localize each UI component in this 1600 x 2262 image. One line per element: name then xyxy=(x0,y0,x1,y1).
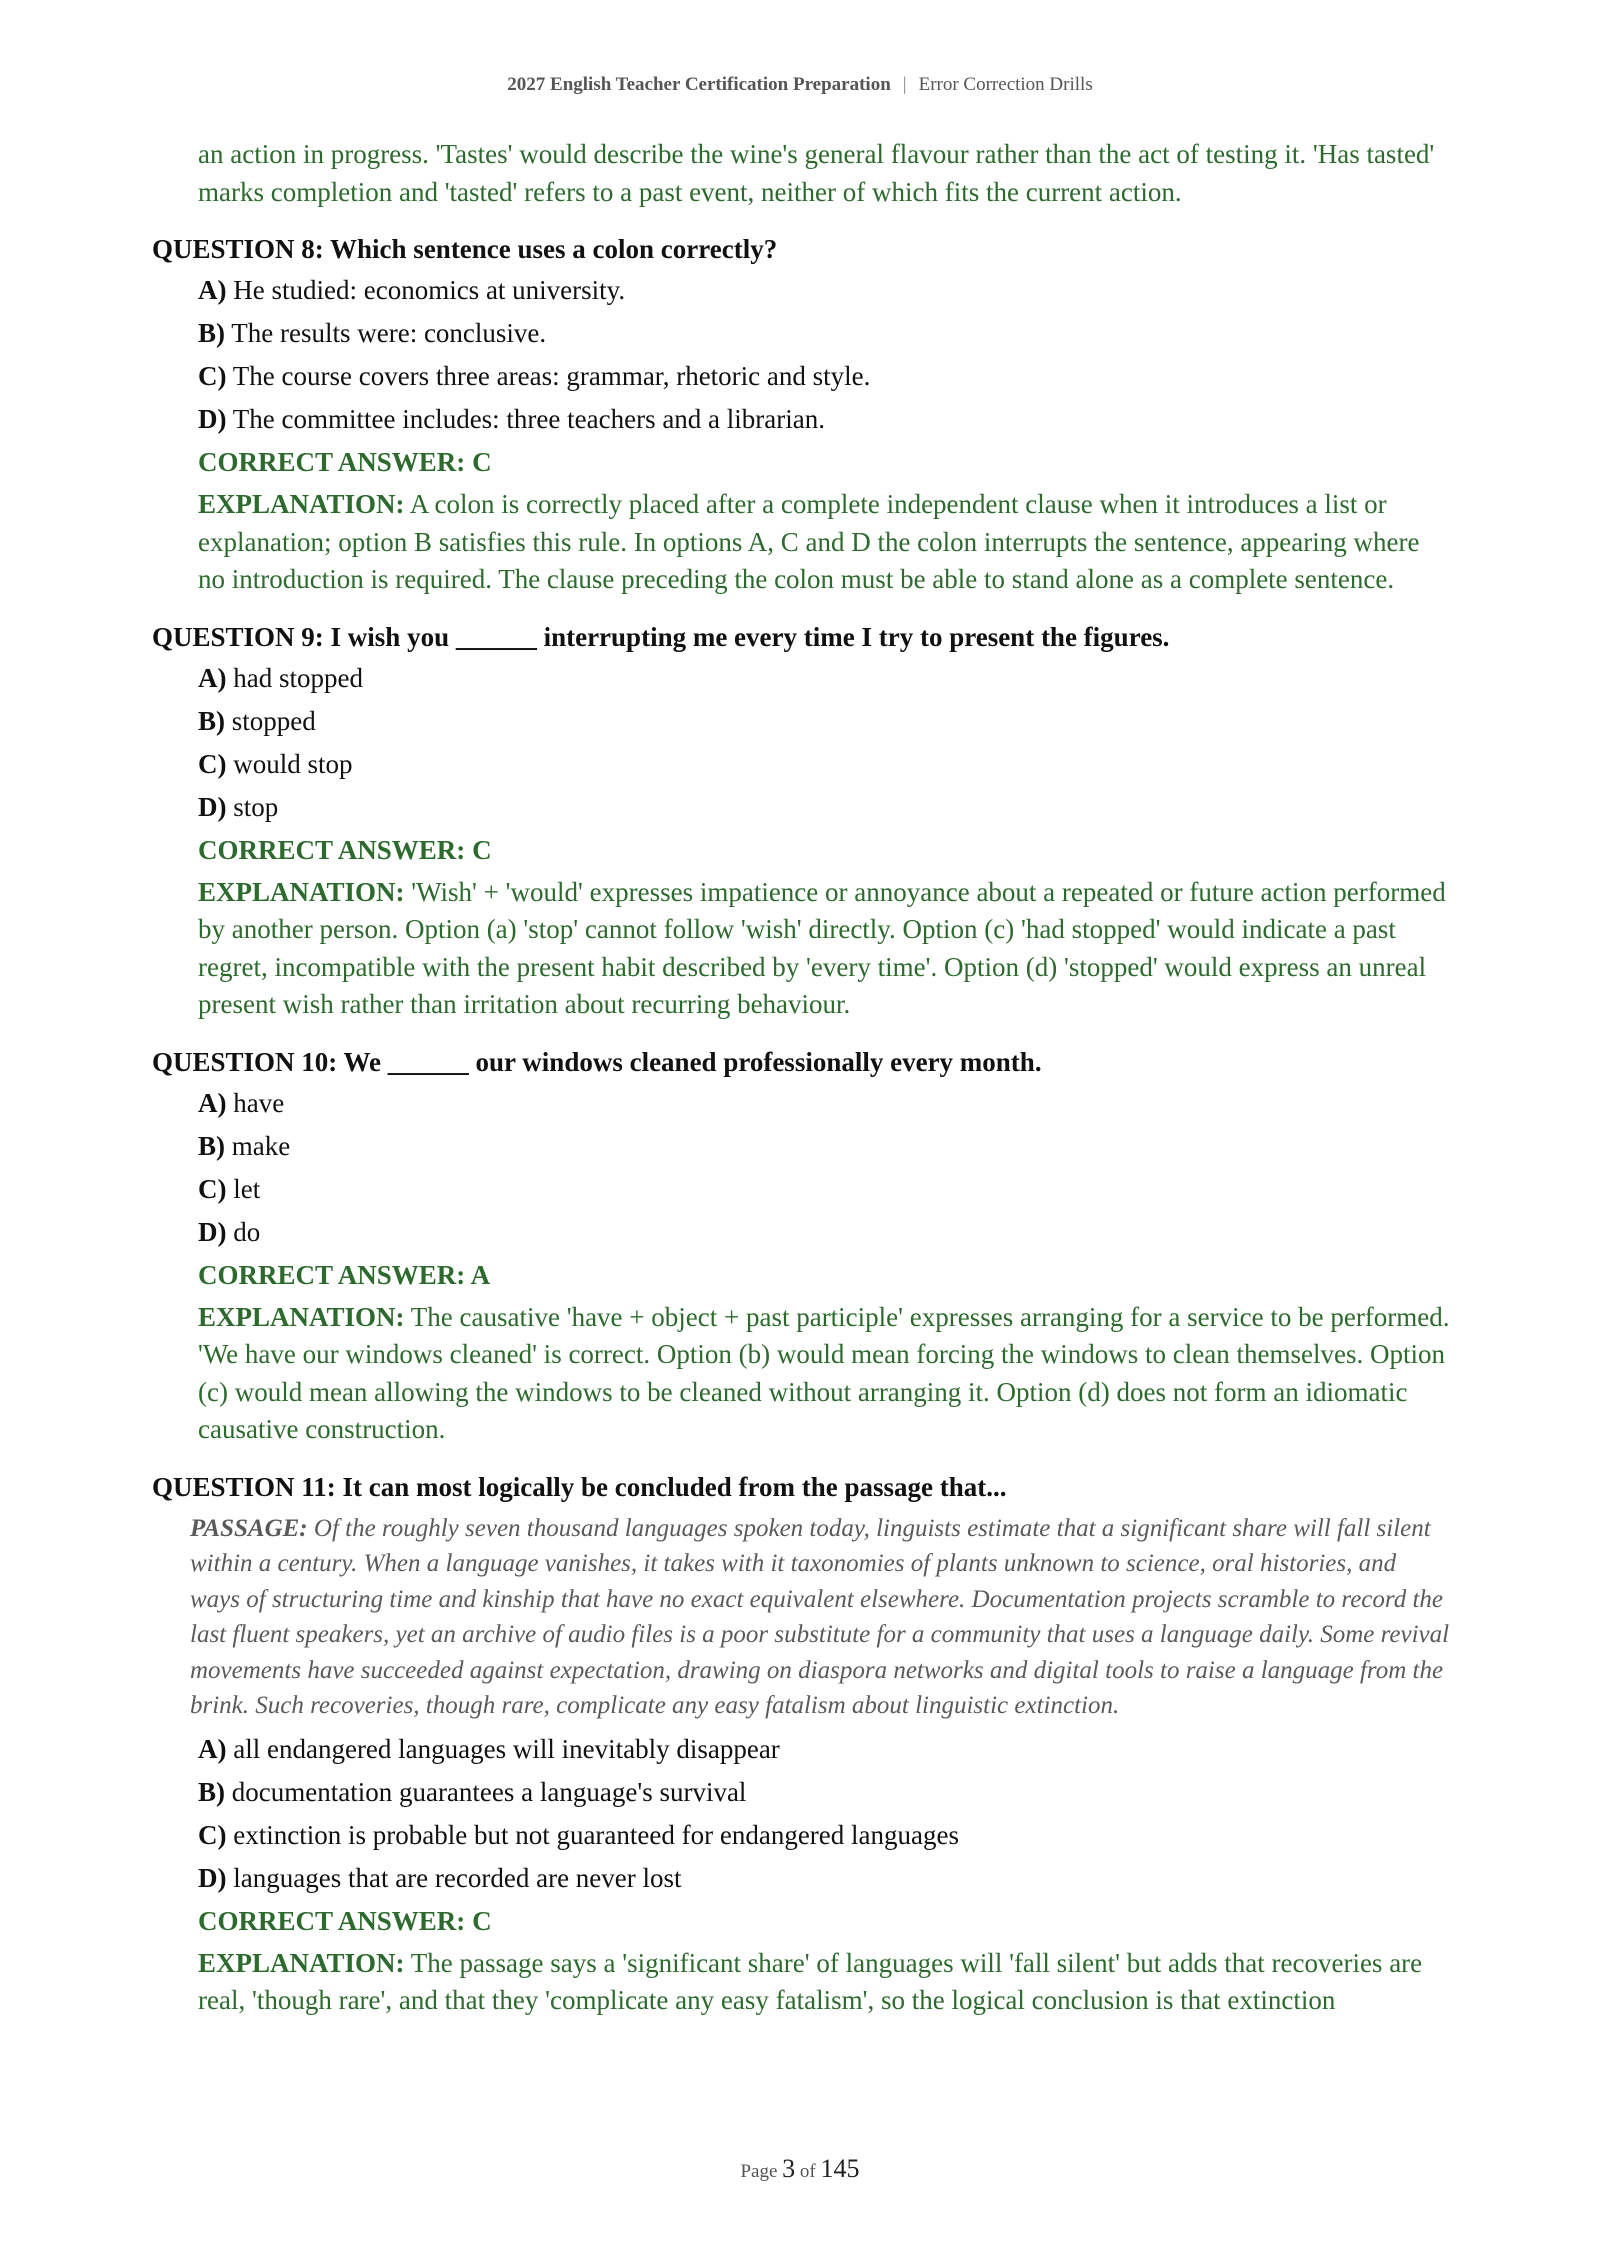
explanation-label: EXPLANATION: xyxy=(198,876,405,907)
option-text: have xyxy=(233,1087,285,1118)
page-header xyxy=(0,74,1600,96)
option-text: stop xyxy=(233,791,279,822)
question-title: QUESTION 9: I wish you ______ interrupting me every time I try to present the figures. xyxy=(152,621,1170,652)
explanation xyxy=(198,874,1452,1024)
option-a xyxy=(198,657,1452,700)
page-word: Page xyxy=(740,2161,778,2182)
option-b xyxy=(198,1771,1452,1814)
continued-explanation: an action in progress. 'Tastes' would describe the wine's general flavour rather than the act of testing it. 'Has tasted' marks completion and 'tasted' refers to a past event, neither of which fits the current action. xyxy=(198,139,1435,207)
option-letter: C) xyxy=(198,1819,227,1850)
option-text: let xyxy=(233,1173,261,1204)
option-text: The committee includes: three teachers and a librarian. xyxy=(232,404,825,434)
option-a xyxy=(198,1082,1452,1125)
page-number: 3 xyxy=(782,2154,796,2183)
option-c xyxy=(198,355,1452,398)
option-a xyxy=(198,269,1452,312)
correct-answer xyxy=(198,441,1452,484)
option-d xyxy=(198,786,1452,829)
question-11 xyxy=(152,1467,1452,2020)
option-text: would stop xyxy=(233,748,353,779)
explanation-label: EXPLANATION: xyxy=(198,489,405,519)
page-content xyxy=(152,136,1452,2020)
option-text: He studied: economics at university. xyxy=(233,275,626,305)
answer-letter: C xyxy=(472,834,492,865)
question-title: QUESTION 8: Which sentence uses a colon correctly? xyxy=(152,234,778,264)
option-text: make xyxy=(231,1130,291,1161)
option-letter: D) xyxy=(198,404,227,434)
option-text: languages that are recorded are never lost xyxy=(233,1862,682,1893)
option-letter: A) xyxy=(198,275,227,305)
option-b xyxy=(198,700,1452,743)
page-footer xyxy=(0,2154,1600,2184)
explanation-text: The causative 'have + object + past participle' expresses arranging for a service to be performed. 'We have our windows cleaned' is correct. Option (b) would mean forcing the windows to clean themselves. Option (c) would mean allowing the windows to be cleaned without arranging it. Option (d) does not form an idiomatic causative construction. xyxy=(198,1301,1450,1444)
explanation xyxy=(198,486,1452,599)
option-letter: C) xyxy=(198,361,227,391)
header-section: Error Correction Drills xyxy=(918,74,1093,95)
passage-label: PASSAGE: xyxy=(190,1514,308,1542)
answer-prefix: CORRECT ANSWER: xyxy=(198,834,473,865)
explanation-text: The passage says a 'significant share' of languages will 'fall silent' but adds that recoveries are real, 'though rare', and that they 'complicate any easy fatalism', so the logical conclusion is that extinction xyxy=(198,1947,1423,2015)
option-letter: C) xyxy=(198,1173,227,1204)
option-text: The results were: conclusive. xyxy=(231,318,547,348)
option-letter: B) xyxy=(198,1130,225,1161)
explanation-text: 'Wish' + 'would' expresses impatience or annoyance about a repeated or future action performed by another person. Option (a) 'stop' cannot follow 'wish' directly. Option (c) 'had stopped' would indicate a past regret, incompatible with the present habit described by 'every time'. Option (d) 'stopped' would express an unreal present wish rather than irritation about recurring behaviour. xyxy=(198,876,1446,1019)
answer-prefix: CORRECT ANSWER: xyxy=(198,1259,471,1290)
option-letter: D) xyxy=(198,1216,227,1247)
explanation-label: EXPLANATION: xyxy=(198,1301,405,1332)
option-letter: B) xyxy=(198,1776,225,1807)
explanation-label: EXPLANATION: xyxy=(198,1947,405,1978)
option-letter: A) xyxy=(198,1087,227,1118)
option-text: extinction is probable but not guaranteed for endangered languages xyxy=(233,1819,959,1850)
option-d xyxy=(198,1857,1452,1900)
question-8 xyxy=(152,229,1452,599)
explanation xyxy=(198,1945,1452,2020)
answer-prefix: CORRECT ANSWER: xyxy=(198,447,473,477)
explanation xyxy=(198,1299,1452,1449)
option-letter: A) xyxy=(198,1733,227,1764)
option-letter: B) xyxy=(198,705,225,736)
question-title: QUESTION 10: We ______ our windows cleaned professionally every month. xyxy=(152,1046,1042,1077)
option-b xyxy=(198,312,1452,355)
option-text: stopped xyxy=(231,705,316,736)
option-letter: D) xyxy=(198,791,227,822)
question-title: QUESTION 11: It can most logically be concluded from the passage that... xyxy=(152,1471,1007,1502)
correct-answer xyxy=(198,829,1452,872)
option-b xyxy=(198,1125,1452,1168)
correct-answer xyxy=(198,1254,1452,1297)
question-9 xyxy=(152,617,1452,1024)
option-text: The course covers three areas: grammar, rhetoric and style. xyxy=(232,361,871,391)
option-text: had stopped xyxy=(233,662,363,693)
of-word: of xyxy=(799,2161,816,2182)
option-c xyxy=(198,743,1452,786)
header-title: 2027 English Teacher Certification Preparation xyxy=(507,74,891,95)
header-separator: | xyxy=(902,74,907,95)
passage-text: Of the roughly seven thousand languages spoken today, linguists estimate that a significant share will fall silent within a century. When a language vanishes, it takes with it taxonomies of plants unknown to science, oral histories, and ways of structuring time and kinship that have no exact equivalent elsewhere. Documentation projects scramble to record the last fluent speakers, yet an archive of audio files is a poor substitute for a community that uses a language daily. Some revival movements have succeeded against expectation, drawing on diaspora networks and digital tools to raise a language from the brink. Such recoveries, though rare, complicate any easy fatalism about linguistic extinction. xyxy=(190,1514,1450,1719)
option-letter: A) xyxy=(198,662,227,693)
option-text: documentation guarantees a language's survival xyxy=(231,1776,747,1807)
option-c xyxy=(198,1168,1452,1211)
explanation-text: A colon is correctly placed after a complete independent clause when it introduces a list or explanation; option B satisfies this rule. In options A, C and D the colon interrupts the sentence, appearing where no introduction is required. The clause preceding the colon must be able to stand alone as a complete sentence. xyxy=(198,489,1420,594)
answer-prefix: CORRECT ANSWER: xyxy=(198,1905,473,1936)
question-10 xyxy=(152,1042,1452,1449)
answer-letter: C xyxy=(472,1905,492,1936)
answer-letter: A xyxy=(470,1259,491,1290)
answer-letter: C xyxy=(472,447,492,477)
option-text: all endangered languages will inevitably disappear xyxy=(233,1733,780,1764)
option-text: do xyxy=(233,1216,261,1247)
option-c xyxy=(198,1814,1452,1857)
option-d xyxy=(198,1211,1452,1254)
page-total: 145 xyxy=(820,2154,860,2183)
correct-answer xyxy=(198,1900,1452,1943)
option-letter: B) xyxy=(198,318,225,348)
option-a xyxy=(198,1728,1452,1771)
option-letter: D) xyxy=(198,1862,227,1893)
reading-passage xyxy=(190,1511,1452,1724)
option-d xyxy=(198,398,1452,441)
option-letter: C) xyxy=(198,748,227,779)
